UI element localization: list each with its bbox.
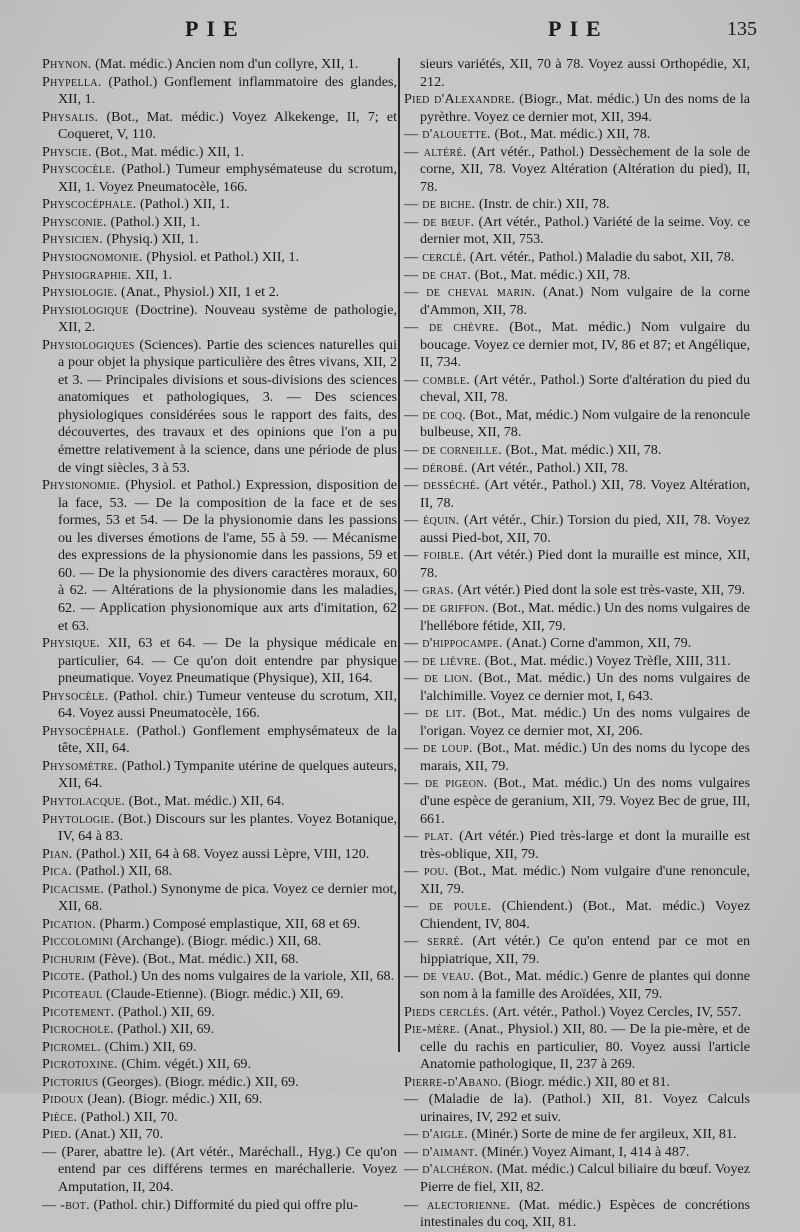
entry-headword: — de chèvre. (404, 319, 500, 336)
index-entry (42, 1021, 397, 1039)
index-entry (42, 1109, 397, 1127)
index-entry (404, 196, 750, 214)
index-entry (42, 1039, 397, 1057)
index-entry (404, 284, 750, 319)
entry-headword: Pica. (42, 863, 73, 880)
entry-text: (Art. vétér., Pathol.) Voyez Cercles, IV, 557. (489, 1003, 742, 1020)
entry-text: (Anat.) Nom vulgaire de la corne d'Ammon, XII, 78. (420, 284, 750, 318)
entry-text: (Art vétér.) Pied dont la muraille est mince, XII, 78. (420, 547, 751, 581)
index-entry (42, 214, 397, 232)
entry-headword: Pièce. (42, 1108, 78, 1125)
entry-headword: Pied. (42, 1126, 72, 1143)
entry-headword: — d'aimant. (404, 1143, 479, 1160)
entry-headword: Pidoux (42, 1091, 84, 1108)
entry-headword: — de coq. (404, 406, 467, 423)
entry-text: (Pathol.) Tympanite utérine de quelques auteurs, XII, 64. (58, 757, 397, 792)
entry-text: (Jean). (Biogr. médic.) XII, 69. (83, 1091, 263, 1108)
entry-text: (Claude-Etienne). (Biogr. médic.) XII, 69. (102, 985, 344, 1002)
entry-headword: — de pigeon. (404, 775, 488, 792)
entry-headword: Picrochole. (42, 1021, 114, 1038)
entry-headword: Phytologie. (42, 810, 115, 827)
index-entry (404, 214, 750, 249)
entry-headword: — d'hippocampe. (404, 635, 503, 652)
entry-text: (Art vétér.) Pied très-large et dont la muraille est très-oblique, XII, 79. (420, 828, 750, 862)
entry-headword: — foible. (404, 547, 465, 564)
entry-headword: — (42, 1143, 57, 1160)
entry-text: (Parer, abattre le). (Art vétér., Maréchall., Hyg.) Ce qu'on entend par ces différens termes en maréchallerie. Voyez Amputation, II, 204. (56, 1143, 397, 1195)
index-entry (404, 898, 750, 933)
index-entry (404, 1197, 750, 1232)
index-entry (404, 249, 750, 267)
entry-text: (Archange). (Biogr. médic.) XII, 68. (113, 933, 322, 950)
entry-text: (Physiq.) XII, 1. (103, 231, 199, 248)
index-entry (404, 740, 750, 775)
entry-text: (Doctrine). Nouveau système de pathologie, XII, 2. (58, 301, 397, 336)
entry-text: (Mat. médic.) Calcul biliaire du bœuf. Voyez Pierre de fiel, XII, 82. (420, 1161, 750, 1195)
entry-headword: Physalis. (42, 108, 99, 125)
entry-text: (Georges). (Biogr. médic.) XII, 69. (98, 1073, 299, 1090)
entry-text: (Art vétér., Pathol.) XII, 78. (467, 459, 629, 476)
entry-headword: — de chat. (404, 266, 472, 283)
entry-headword: — de corneille. (404, 442, 503, 459)
index-entry (404, 968, 750, 1003)
entry-text: (Pharm.) Composé emplastique, XII, 68 et 69. (96, 915, 361, 932)
index-entry (404, 1004, 750, 1022)
entry-continuation: sieurs variétés, XII, 70 à 78. Voyez aussi Orthopédie, XI, 212. (420, 56, 750, 90)
entry-headword: Phytolacque. (42, 792, 126, 809)
entry-headword: Physiognomonie. (42, 249, 143, 266)
entry-headword: Picrotoxine. (42, 1056, 118, 1073)
entry-text: (Pathol.) XII, 64 à 68. Voyez aussi Lèpre, VIII, 120. (72, 845, 370, 862)
entry-headword: Picromel. (42, 1038, 102, 1055)
index-entry (42, 968, 397, 986)
entry-text: (Fève). (Bot., Mat. médic.) XII, 68. (95, 950, 299, 967)
index-entry (404, 460, 750, 478)
index-entry (42, 74, 397, 109)
entry-text: (Bot., Mat. médic.) XII, 78. (491, 126, 651, 143)
index-entry (42, 1091, 397, 1109)
entry-text: (Art vétér., Pathol.) Sorte d'altération du pied du cheval, XII, 78. (420, 371, 750, 406)
entry-headword: Physcie. (42, 143, 92, 160)
entry-headword: — de lièvre. (404, 652, 482, 669)
entry-headword: Physiologie. (42, 284, 118, 301)
index-entry (42, 863, 397, 881)
entry-headword: Physconie. (42, 213, 107, 230)
entry-headword: Pied d'Alexandre. (404, 91, 516, 108)
entry-headword: Physiologiques (42, 336, 135, 353)
entry-headword: Pichurim (42, 950, 96, 967)
entry-headword: — de lit. (404, 705, 467, 722)
entry-headword: Picacisme. (42, 880, 105, 897)
entry-text: (Bot., Mat. médic.) Genre de plantes qui donne son nom à la famille des Aroïdées, XII, 79. (420, 968, 750, 1002)
entry-text: (Physiol. et Pathol.) Expression, disposition de la face, 53. — De la composition de la face et de ses formes, 53 et 54. — De la physionomie dans les passions ou les diverses émotions de l'ame, 55 à 59. — Mécanisme des expressions de la physionomie dans les passions, 59 et 60. — De la physionomie des divers caractères moraux, 60 à 62. — Altérations de la physionomie dans les maladies, 62. — Application physionomique aux arts d'imitation, 62 et 63. (58, 477, 397, 634)
index-entry (42, 231, 397, 249)
entry-text: (Art vétér., Pathol.) XII, 78. Voyez Altération, II, 78. (420, 477, 750, 511)
entry-text: (Sciences). Partie des sciences naturelles qui a pour objet la physique particulière des êtres vivans, XII, 2 et 3. — Principales divisions et sous-divisions des sciences anatomiques et pathologiques, 3. — Des sciences physiologiques considérées sous le rapport des faits, des découvertes, des travaux et des opinions que l'on a pu émettre relativement à la science, dans une période de plus de vingt siècles, 3 à 53. (58, 336, 397, 476)
entry-text: (Physiol. et Pathol.) XII, 1. (142, 249, 300, 266)
index-entry (404, 775, 750, 828)
entry-headword: Physomètre. (42, 757, 118, 774)
entry-text: (Pathol. chir.) Difformité du pied qui offre plu- (89, 1196, 358, 1213)
entry-text: (Bot., Mat. médic.) Voyez Trèfle, XIII, 311. (481, 652, 731, 669)
index-entry (42, 109, 397, 144)
entry-headword: Physocèle. (42, 687, 109, 704)
entry-text: (Anat., Physiol.) XII, 1 et 2. (117, 284, 280, 301)
index-entry (42, 635, 397, 688)
entry-headword: — -bot. (42, 1196, 90, 1213)
index-entry (42, 267, 397, 285)
index-entry (404, 1161, 750, 1196)
entry-text: (Pathol.) XII, 68. (72, 863, 173, 880)
index-entry (404, 547, 750, 582)
index-entry (404, 863, 750, 898)
entry-text: (Pathol. chir.) Tumeur venteuse du scrotum, XII, 64. Voyez aussi Pneumatocèle, 166. (58, 687, 397, 722)
index-entry (42, 916, 397, 934)
index-entry (42, 793, 397, 811)
left-column (42, 56, 397, 1214)
index-entry (42, 477, 397, 635)
index-entry (42, 846, 397, 864)
entry-text: (Mat. médic.) Espèces de concrétions intestinales du coq, XII, 81. (420, 1196, 750, 1231)
index-entry (404, 705, 750, 740)
entry-headword: — plat. (404, 828, 454, 845)
entry-text: (Pathol.) XII, 69. (114, 1003, 215, 1020)
index-entry (42, 723, 397, 758)
entry-headword: — d'aigle. (404, 1126, 468, 1143)
index-entry (42, 1004, 397, 1022)
entry-text: (Bot.) Discours sur les plantes. Voyez Botanique, IV, 64 à 83. (58, 810, 397, 845)
entry-text: (Pathol.) Un des noms vulgaires de la variole, XII, 68. (84, 968, 395, 985)
index-entry (42, 933, 397, 951)
entry-text: (Instr. de chir.) XII, 78. (475, 196, 610, 213)
index-entry (404, 635, 750, 653)
index-entry (404, 126, 750, 144)
entry-headword: Pication. (42, 915, 97, 932)
entry-headword: — de loup. (404, 740, 473, 757)
entry-text: (Chim.) XII, 69. (101, 1038, 197, 1055)
entry-headword: Picote. (42, 968, 85, 985)
index-entry (42, 1197, 397, 1215)
entry-text: (Anat.) Corne d'ammon, XII, 79. (502, 635, 692, 652)
entry-headword: Pictorius (42, 1073, 99, 1090)
running-head-right: PIE (548, 16, 609, 41)
entry-headword: — (404, 1091, 419, 1108)
index-entry (404, 1126, 750, 1144)
entry-text: (Pathol.) XII, 70. (77, 1108, 178, 1125)
entry-text: (Maladie de la). (Pathol.) XII, 81. Voyez Calculs urinaires, IV, 292 et suiv. (418, 1091, 750, 1125)
entry-headword: — pou. (404, 863, 449, 880)
entry-headword: — de cheval marin. (404, 284, 536, 301)
entry-headword: — cerclé. (404, 249, 467, 266)
entry-text: (Art vétér.) Pied dont la sole est très-vaste, XII, 79. (453, 582, 746, 599)
index-entry (42, 302, 397, 337)
index-entry (404, 144, 750, 197)
entry-text: (Pathol.) XII, 1. (136, 196, 230, 213)
index-entry (404, 442, 750, 460)
index-entry (42, 337, 397, 477)
index-entry (404, 828, 750, 863)
entry-headword: Pian. (42, 845, 73, 862)
index-entry (404, 933, 750, 968)
right-column (404, 56, 750, 1232)
index-entry (404, 372, 750, 407)
entry-text: (Pathol.) XII, 1. (106, 213, 201, 230)
index-entry (404, 91, 750, 126)
index-entry (404, 1074, 750, 1092)
entry-text: (Bot., Mat. médic.) XII, 1. (91, 143, 245, 160)
entry-text: (Anat., Physiol.) XII, 80. — De la pie-mère, et de celle du rachis en particulier, 80. Voyez aussi l'article Anatomie pathologique, II, 237 à 269. (420, 1021, 750, 1073)
entry-text: (Mat. médic.) Ancien nom d'un collyre, XII, 1. (91, 56, 359, 72)
entry-text: XII, 63 et 64. — De la physique médicale en particulier, 64. — Ce qu'on doit entendre par physique pneumatique. Voyez Pneumatique (Physique), XII, 164. (58, 635, 397, 687)
entry-headword: — alectorienne. (404, 1196, 511, 1213)
entry-text: (Minér.) Sorte de mine de fer argileux, XII, 81. (467, 1126, 737, 1143)
entry-headword: Physocéphale. (42, 722, 130, 739)
index-entry (42, 951, 397, 969)
entry-headword: Piccolomini (42, 933, 114, 950)
entry-headword: — de lion. (404, 670, 473, 687)
entry-text: (Bot., Mat. médic.) Un des noms vulgaires d'une espèce de geranium, XII, 79. Voyez Bec de grue, III, 661. (420, 775, 750, 827)
index-entry (404, 407, 750, 442)
page-number: 135 (727, 18, 757, 40)
index-entry (42, 1056, 397, 1074)
index-entry (42, 688, 397, 723)
entry-text: (Pathol.) Tumeur emphysémateuse du scrotum, XII, 1. Voyez Pneumatocèle, 166. (58, 161, 397, 195)
entry-text: (Pathol.) XII, 69. (113, 1021, 215, 1038)
entry-headword: Physicien. (42, 231, 104, 248)
entry-text: (Pathol.) Gonflement inflammatoire des glandes, XII, 1. (58, 73, 397, 108)
entry-text: (Art vétér., Chir.) Torsion du pied, XII, 78. Voyez aussi Pied-bot, XII, 70. (420, 512, 750, 546)
index-entry (42, 161, 397, 196)
index-entry (42, 811, 397, 846)
index-entry (404, 1091, 750, 1126)
entry-headword: — gras. (404, 582, 454, 599)
entry-headword: Phynon. (42, 56, 92, 72)
entry-headword: — d'alchéron. (404, 1161, 494, 1178)
entry-headword: — de veau. (404, 968, 475, 985)
entry-text: (Art vétér., Pathol.) Variété de la seime. Voy. ce dernier mot, XII, 753. (420, 213, 750, 248)
entry-text: (Chim. végét.) XII, 69. (117, 1056, 251, 1073)
entry-text: (Art vétér., Pathol.) Dessèchement de la sole de corne, XII, 78. Voyez Altération (Altération du pied), II, 78. (420, 143, 751, 195)
entry-headword: — dérobé. (404, 459, 468, 476)
entry-text: (Biogr. médic.) XII, 80 et 81. (501, 1073, 671, 1090)
entry-headword: — serré. (404, 933, 464, 950)
entry-headword: — altéré. (404, 143, 467, 160)
entry-headword: — de griffon. (404, 599, 489, 616)
entry-text: (Bot., Mat. médic.) Un des noms du lycope des marais, XII, 79. (420, 740, 750, 774)
entry-headword: Pie-mère. (404, 1021, 460, 1038)
entry-headword: Physcocèle. (42, 161, 116, 178)
entry-headword: — de poule. (404, 898, 492, 915)
entry-text: (Bot., Mat. médic.) XII, 78. (502, 442, 662, 459)
index-entry (42, 881, 397, 916)
index-entry (404, 670, 750, 705)
index-entry (404, 1021, 750, 1074)
entry-headword: Picotement. (42, 1003, 115, 1020)
entry-headword: Picoteaul (42, 985, 103, 1002)
entry-text: (Pathol.) Synonyme de pica. Voyez ce dernier mot, XII, 68. (58, 880, 397, 915)
entry-headword: Physiologique (42, 301, 129, 318)
entry-text: (Biogr., Mat. médic.) Un des noms de la pyrèthre. Voyez ce dernier mot, XII, 394. (420, 91, 750, 125)
entry-headword: Pierre-d'Abano. (404, 1073, 502, 1090)
entry-text: (Bot., Mat. médic.) XII, 78. (471, 266, 631, 283)
column-divider (398, 58, 400, 1052)
entry-headword: — desséché. (404, 477, 481, 494)
running-head-left: PIE (185, 16, 246, 41)
entry-headword: Physiographie. (42, 266, 132, 283)
index-entry (404, 582, 750, 600)
entry-headword: — comble. (404, 371, 471, 388)
index-entry (42, 144, 397, 162)
entry-text: (Chiendent.) (Bot., Mat. médic.) Voyez Chiendent, IV, 804. (420, 898, 750, 932)
entry-headword: Physique. (42, 635, 100, 652)
index-entry (42, 986, 397, 1004)
entry-text: (Bot., Mat. médic.) XII, 64. (125, 792, 285, 809)
index-entry (42, 196, 397, 214)
index-entry (42, 1126, 397, 1144)
entry-text: (Anat.) XII, 70. (71, 1126, 164, 1143)
entry-text: (Bot., Mat. médic.) Nom vulgaire du boucage. Voyez ce dernier mot, IV, 86 et 87; et Angélique, II, 734. (420, 319, 750, 371)
index-entry (42, 249, 397, 267)
entry-headword: Physionomie. (42, 477, 121, 494)
index-entry (404, 1144, 750, 1162)
entry-text: (Bot., Mat. médic.) Un des noms vulgaires de l'hellébore fétide, XII, 79. (420, 599, 750, 634)
entry-headword: — de biche. (404, 196, 476, 213)
index-entry (42, 284, 397, 302)
entry-text: (Bot., Mat. médic.) Nom vulgaire d'une renoncule, XII, 79. (420, 863, 750, 897)
entry-text: (Minér.) Voyez Aimant, I, 414 à 487. (478, 1143, 690, 1160)
entry-headword: — d'alouette. (404, 126, 492, 143)
entry-text: (Art. vétér., Pathol.) Maladie du sabot, XII, 78. (466, 249, 735, 266)
index-entry (404, 319, 750, 372)
entry-text: (Bot., Mat. médic.) Un des noms vulgaires de l'alchimille. Voyez ce dernier mot, I, 643. (420, 670, 750, 704)
index-entry (404, 512, 750, 547)
entry-text: (Bot., Mat, médic.) Nom vulgaire de la renoncule bulbeuse, XII, 78. (420, 406, 750, 441)
index-entry (42, 758, 397, 793)
entry-text: (Bot., Mat. médic.) Un des noms vulgaires de l'origan. Voyez ce dernier mot, XI, 206. (420, 705, 750, 739)
entry-text: (Pathol.) Gonflement emphysémateux de la tête, XII, 64. (58, 722, 397, 757)
entry-text: (Bot., Mat. médic.) Voyez Alkekenge, II, 7; et Coqueret, V, 110. (58, 108, 397, 143)
entry-headword: — équin. (404, 512, 460, 529)
entry-text: (Art vétér.) Ce qu'on entend par ce mot en hippiatrique, XII, 79. (420, 933, 750, 967)
index-entry (404, 477, 750, 512)
entry-headword: Phypella. (42, 73, 102, 90)
index-entry (42, 1074, 397, 1092)
index-entry (404, 600, 750, 635)
entry-text: XII, 1. (131, 266, 173, 283)
entry-headword: — de bœuf. (404, 213, 475, 230)
index-entry (42, 56, 397, 74)
index-entry (404, 653, 750, 671)
index-entry (42, 1144, 397, 1197)
entry-headword: Physcocéphale. (42, 196, 137, 213)
index-entry (404, 267, 750, 285)
entry-headword: Pieds cerclés. (404, 1003, 490, 1020)
